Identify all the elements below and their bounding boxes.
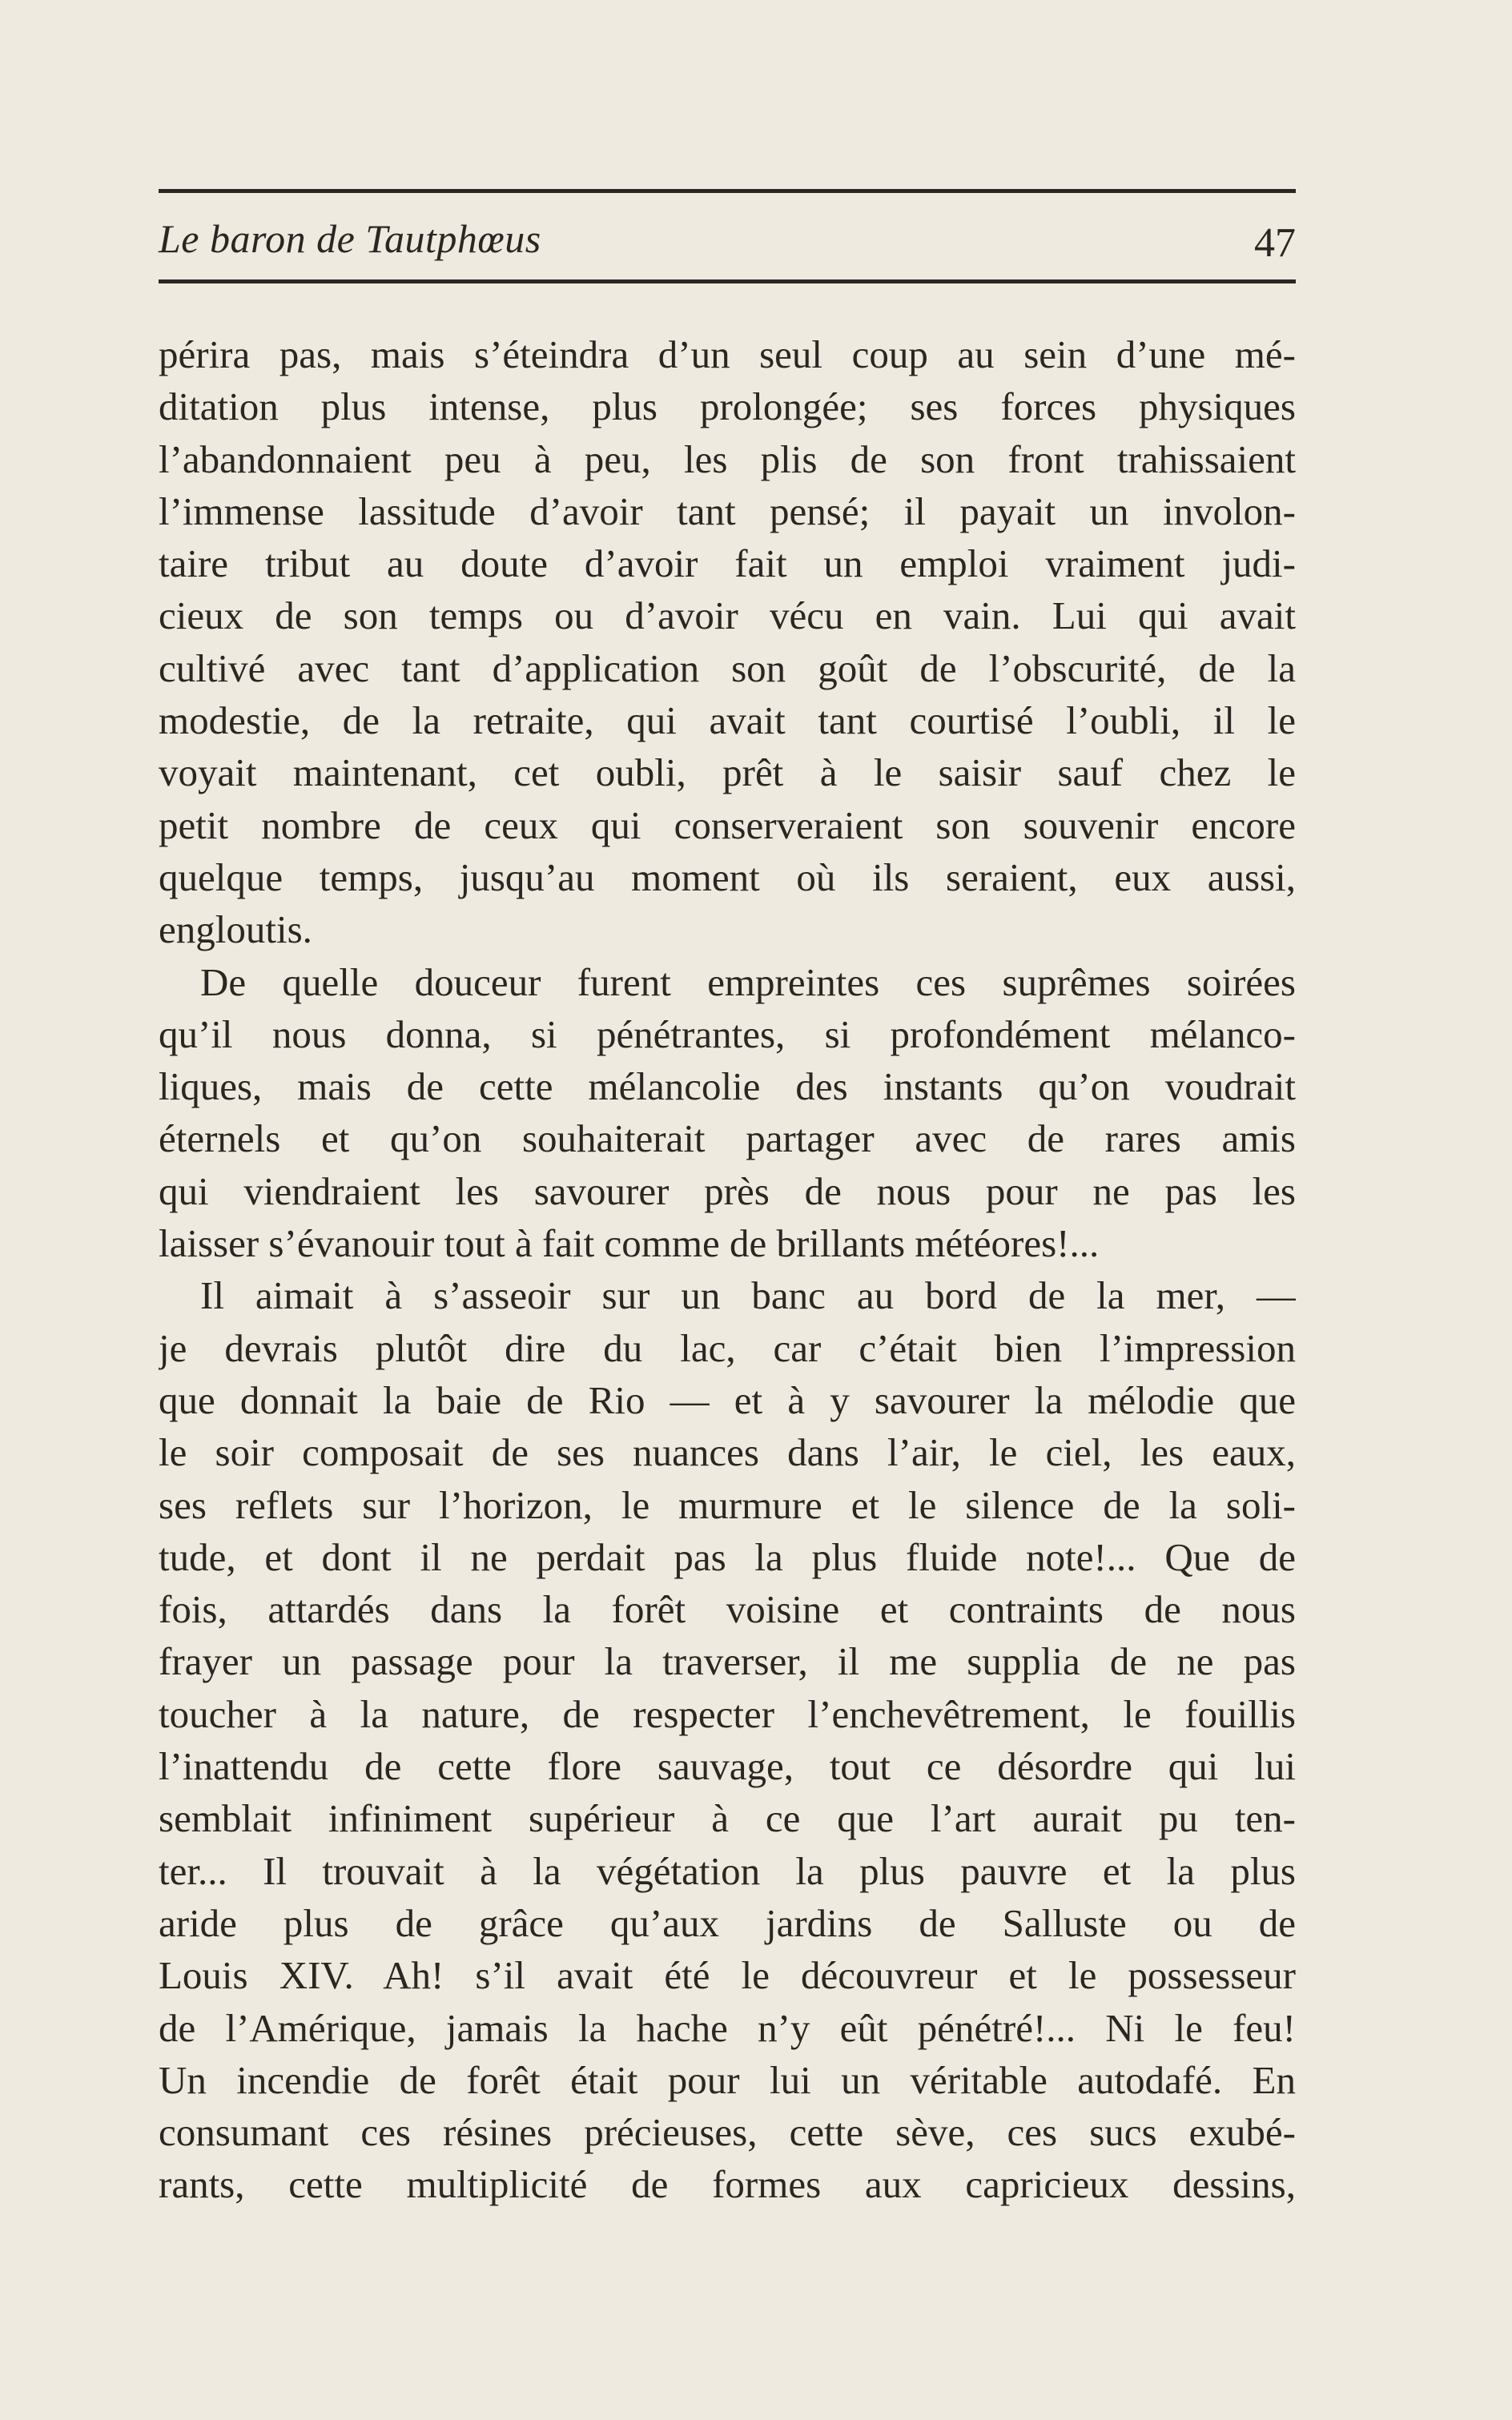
text-line-34: Un incendie de forêt était pour lui un véritable autodafé. En — [159, 2057, 1296, 2102]
text-line-13: De quelle douceur furent empreintes ces suprêmes soirées — [200, 959, 1296, 1004]
text-line-14: qu’il nous donna, si pénétrantes, si profondément mélanco- — [159, 1011, 1296, 1056]
text-line-31: aride plus de grâce qu’aux jardins de Salluste ou de — [159, 1900, 1296, 1945]
text-line-5: taire tribut au doute d’avoir fait un emploi vraiment judi- — [159, 541, 1296, 586]
text-line-15: liques, mais de cette mélancolie des instants qu’on voudrait — [159, 1064, 1296, 1109]
text-line-25: fois, attardés dans la forêt voisine et contraints de nous — [159, 1587, 1296, 1632]
text-line-11: quelque temps, jusqu’au moment où ils seraient, eux aussi, — [159, 854, 1296, 899]
text-line-8: modestie, de la retraite, qui avait tant courtisé l’oubli, il le — [159, 698, 1296, 743]
running-title: Le baron de Tautphœus — [159, 216, 541, 261]
text-line-9: voyait maintenant, cet oubli, prêt à le saisir sauf chez le — [159, 750, 1296, 795]
text-line-4: l’immense lassitude d’avoir tant pensé; il payait un involon- — [159, 488, 1296, 533]
text-line-24: tude, et dont il ne perdait pas la plus fluide note!... Que de — [159, 1534, 1296, 1579]
text-line-23: ses reflets sur l’horizon, le murmure et le silence de la soli- — [159, 1482, 1296, 1527]
text-line-27: toucher à la nature, de respecter l’enchevêtrement, le fouillis — [159, 1691, 1296, 1736]
text-line-33: de l’Amérique, jamais la hache n’y eût pénétré!... Ni le feu! — [159, 2005, 1296, 2050]
running-head — [159, 207, 1296, 271]
body-text — [159, 328, 1296, 2211]
text-line-1: périra pas, mais s’éteindra d’un seul coup au sein d’une mé- — [159, 332, 1296, 376]
text-line-19: Il aimait à s’asseoir sur un banc au bord de la mer, — — [200, 1273, 1296, 1318]
text-line-16: éternels et qu’on souhaiterait partager avec de rares amis — [159, 1116, 1296, 1161]
text-line-18: laisser s’évanouir tout à fait comme de brillants météores!... — [159, 1221, 1100, 1266]
text-line-30: ter... Il trouvait à la végétation la plus pauvre et la plus — [159, 1848, 1296, 1893]
text-line-36: rants, cette multiplicité de formes aux capricieux dessins, — [159, 2162, 1296, 2207]
text-line-32: Louis XIV. Ah! s’il avait été le découvreur et le possesseur — [159, 1953, 1296, 1998]
text-line-7: cultivé avec tant d’application son goût de l’obscurité, de la — [159, 645, 1296, 690]
text-line-20: je devrais plutôt dire du lac, car c’était bien l’impression — [159, 1325, 1296, 1370]
text-line-28: l’inattendu de cette flore sauvage, tout ce désordre qui lui — [159, 1744, 1296, 1789]
text-line-26: frayer un passage pour la traverser, il me supplia de ne pas — [159, 1639, 1296, 1684]
text-line-3: l’abandonnaient peu à peu, les plis de son front trahissaient — [159, 436, 1296, 481]
header-bottom-rule — [159, 279, 1296, 283]
text-line-29: semblait infiniment supérieur à ce que l’art aurait pu ten- — [159, 1796, 1296, 1841]
page-number: 47 — [1254, 220, 1296, 266]
text-line-35: consumant ces résines précieuses, cette sève, ces sucs exubé- — [159, 2110, 1296, 2155]
text-line-22: le soir composait de ses nuances dans l’air, le ciel, les eaux, — [159, 1430, 1296, 1475]
text-line-12: engloutis. — [159, 907, 312, 952]
header-top-rule — [159, 189, 1296, 193]
text-line-2: ditation plus intense, plus prolongée; ses forces physiques — [159, 384, 1296, 429]
text-line-6: cieux de son temps ou d’avoir vécu en vain. Lui qui avait — [159, 593, 1296, 638]
text-line-17: qui viendraient les savourer près de nous pour ne pas les — [159, 1168, 1296, 1213]
text-line-21: que donnait la baie de Rio — et à y savourer la mélodie que — [159, 1377, 1296, 1422]
text-line-10: petit nombre de ceux qui conserveraient son souvenir encore — [159, 802, 1296, 847]
